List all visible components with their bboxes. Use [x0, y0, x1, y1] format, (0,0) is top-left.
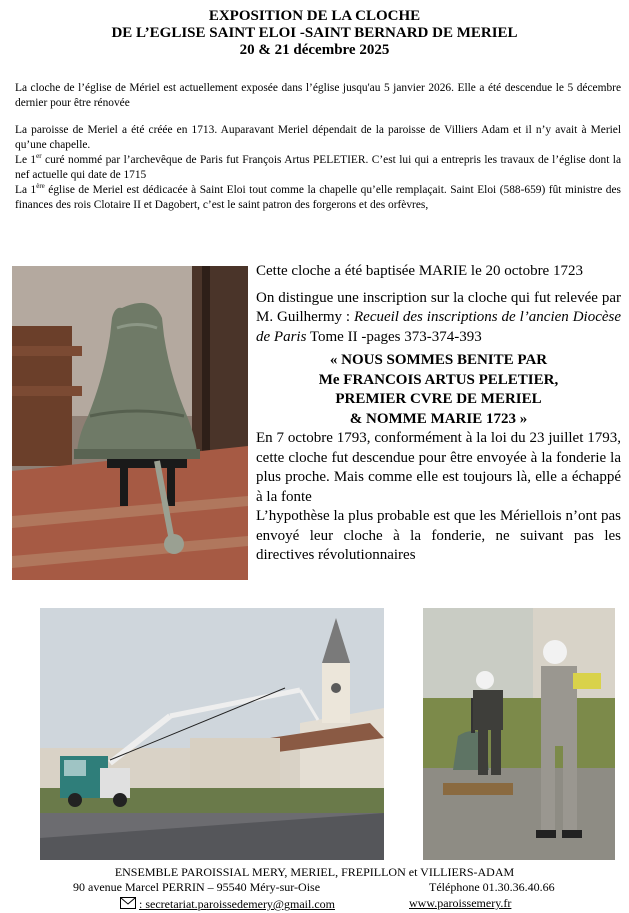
event-dates: 20 & 21 décembre 2025 [239, 42, 390, 58]
crane-photo [40, 608, 384, 860]
page-subtitle: DE L’EGLISE SAINT ELOI -SAINT BERNARD DE MERIEL [111, 25, 518, 41]
intro-paragraph-exposition: La cloche de l’église de Mériel est actuellement exposée dans l’église jusqu'au 5 janvier 2026. Elle a été descendue le 5 décembre dernier pour être rénovée [15, 82, 621, 109]
footer-email-row [120, 896, 400, 912]
inscription-book-title: Recueil des inscriptions de l’ancien Diocèse de Paris [256, 309, 621, 345]
footer-phone: Téléphone 01.30.36.40.66 [429, 880, 555, 894]
intro-paragraph-parish: La paroisse de Meriel a été créée en 1713. Auparavant Meriel dépendait de la paroisse de Villiers Adam et il n’y avait à Meriel qu’une chapelle. [15, 124, 621, 151]
hypothesis-text: L’hypothèse la plus probable est que les Mériellois n’ont pas envoyé leur cloche à la fonderie, ne suivant pas les directives révolutionnaires [256, 508, 621, 563]
bell-text-column [256, 262, 621, 566]
email-link[interactable]: : secretariat.paroissedemery@gmail.com [139, 897, 335, 911]
footer-org: ENSEMBLE PAROISSIAL MERY, MERIEL, FREPILLON et VILLIERS-ADAM [114, 865, 515, 879]
history-text: En 7 octobre 1793, conformément à la loi du 23 juillet 1793, cette cloche fut descendue pour être envoyée à la fonderie la plus proche. Mais comme elle est toujours là, elle a échappé à la fonte [256, 430, 621, 505]
intro-paragraph-cure: Le 1er curé nommé par l’archevêque de Paris fut François Artus PELETIER. C’est lui qui a entrepris les travaux de l’église dont la nef actuelle qui date de 1715 [15, 152, 622, 181]
bell-photo [12, 266, 248, 580]
baptism-text: Cette cloche a été baptisée MARIE le 20 octobre 1723 [256, 263, 583, 279]
workers-photo [423, 608, 615, 860]
envelope-icon [120, 897, 136, 909]
intro-paragraph-saint-eloi: La 1ère église de Meriel est dédicacée à Saint Eloi tout comme la chapelle qu’elle remplaçait. Saint Eloi (588-659) fût ministre des finances des rois Clotaire II et Dagobert, c’est le saint patron des forgerons et des orfèvres, [15, 182, 621, 211]
page-title: EXPOSITION DE LA CLOCHE [208, 8, 421, 24]
intro-section [15, 81, 621, 213]
footer-address: 90 avenue Marcel PERRIN – 95540 Méry-sur-Oise [73, 880, 321, 894]
website-link[interactable]: www.paroissemery.fr [409, 896, 512, 910]
inscription-text: On distingue une inscription sur la cloche qui fut relevée par M. Guilhermy : Recueil des inscriptions de l’ancien Diocèse de Paris Tome II -pages 373-374-393 [256, 289, 621, 345]
bell-inscription-quote: « NOUS SOMMES BENITE PAR Me FRANCOIS ARTUS PELETIER, PREMIER CVRE DE MERIEL & NOMME MARIE 1723 » [318, 352, 559, 427]
